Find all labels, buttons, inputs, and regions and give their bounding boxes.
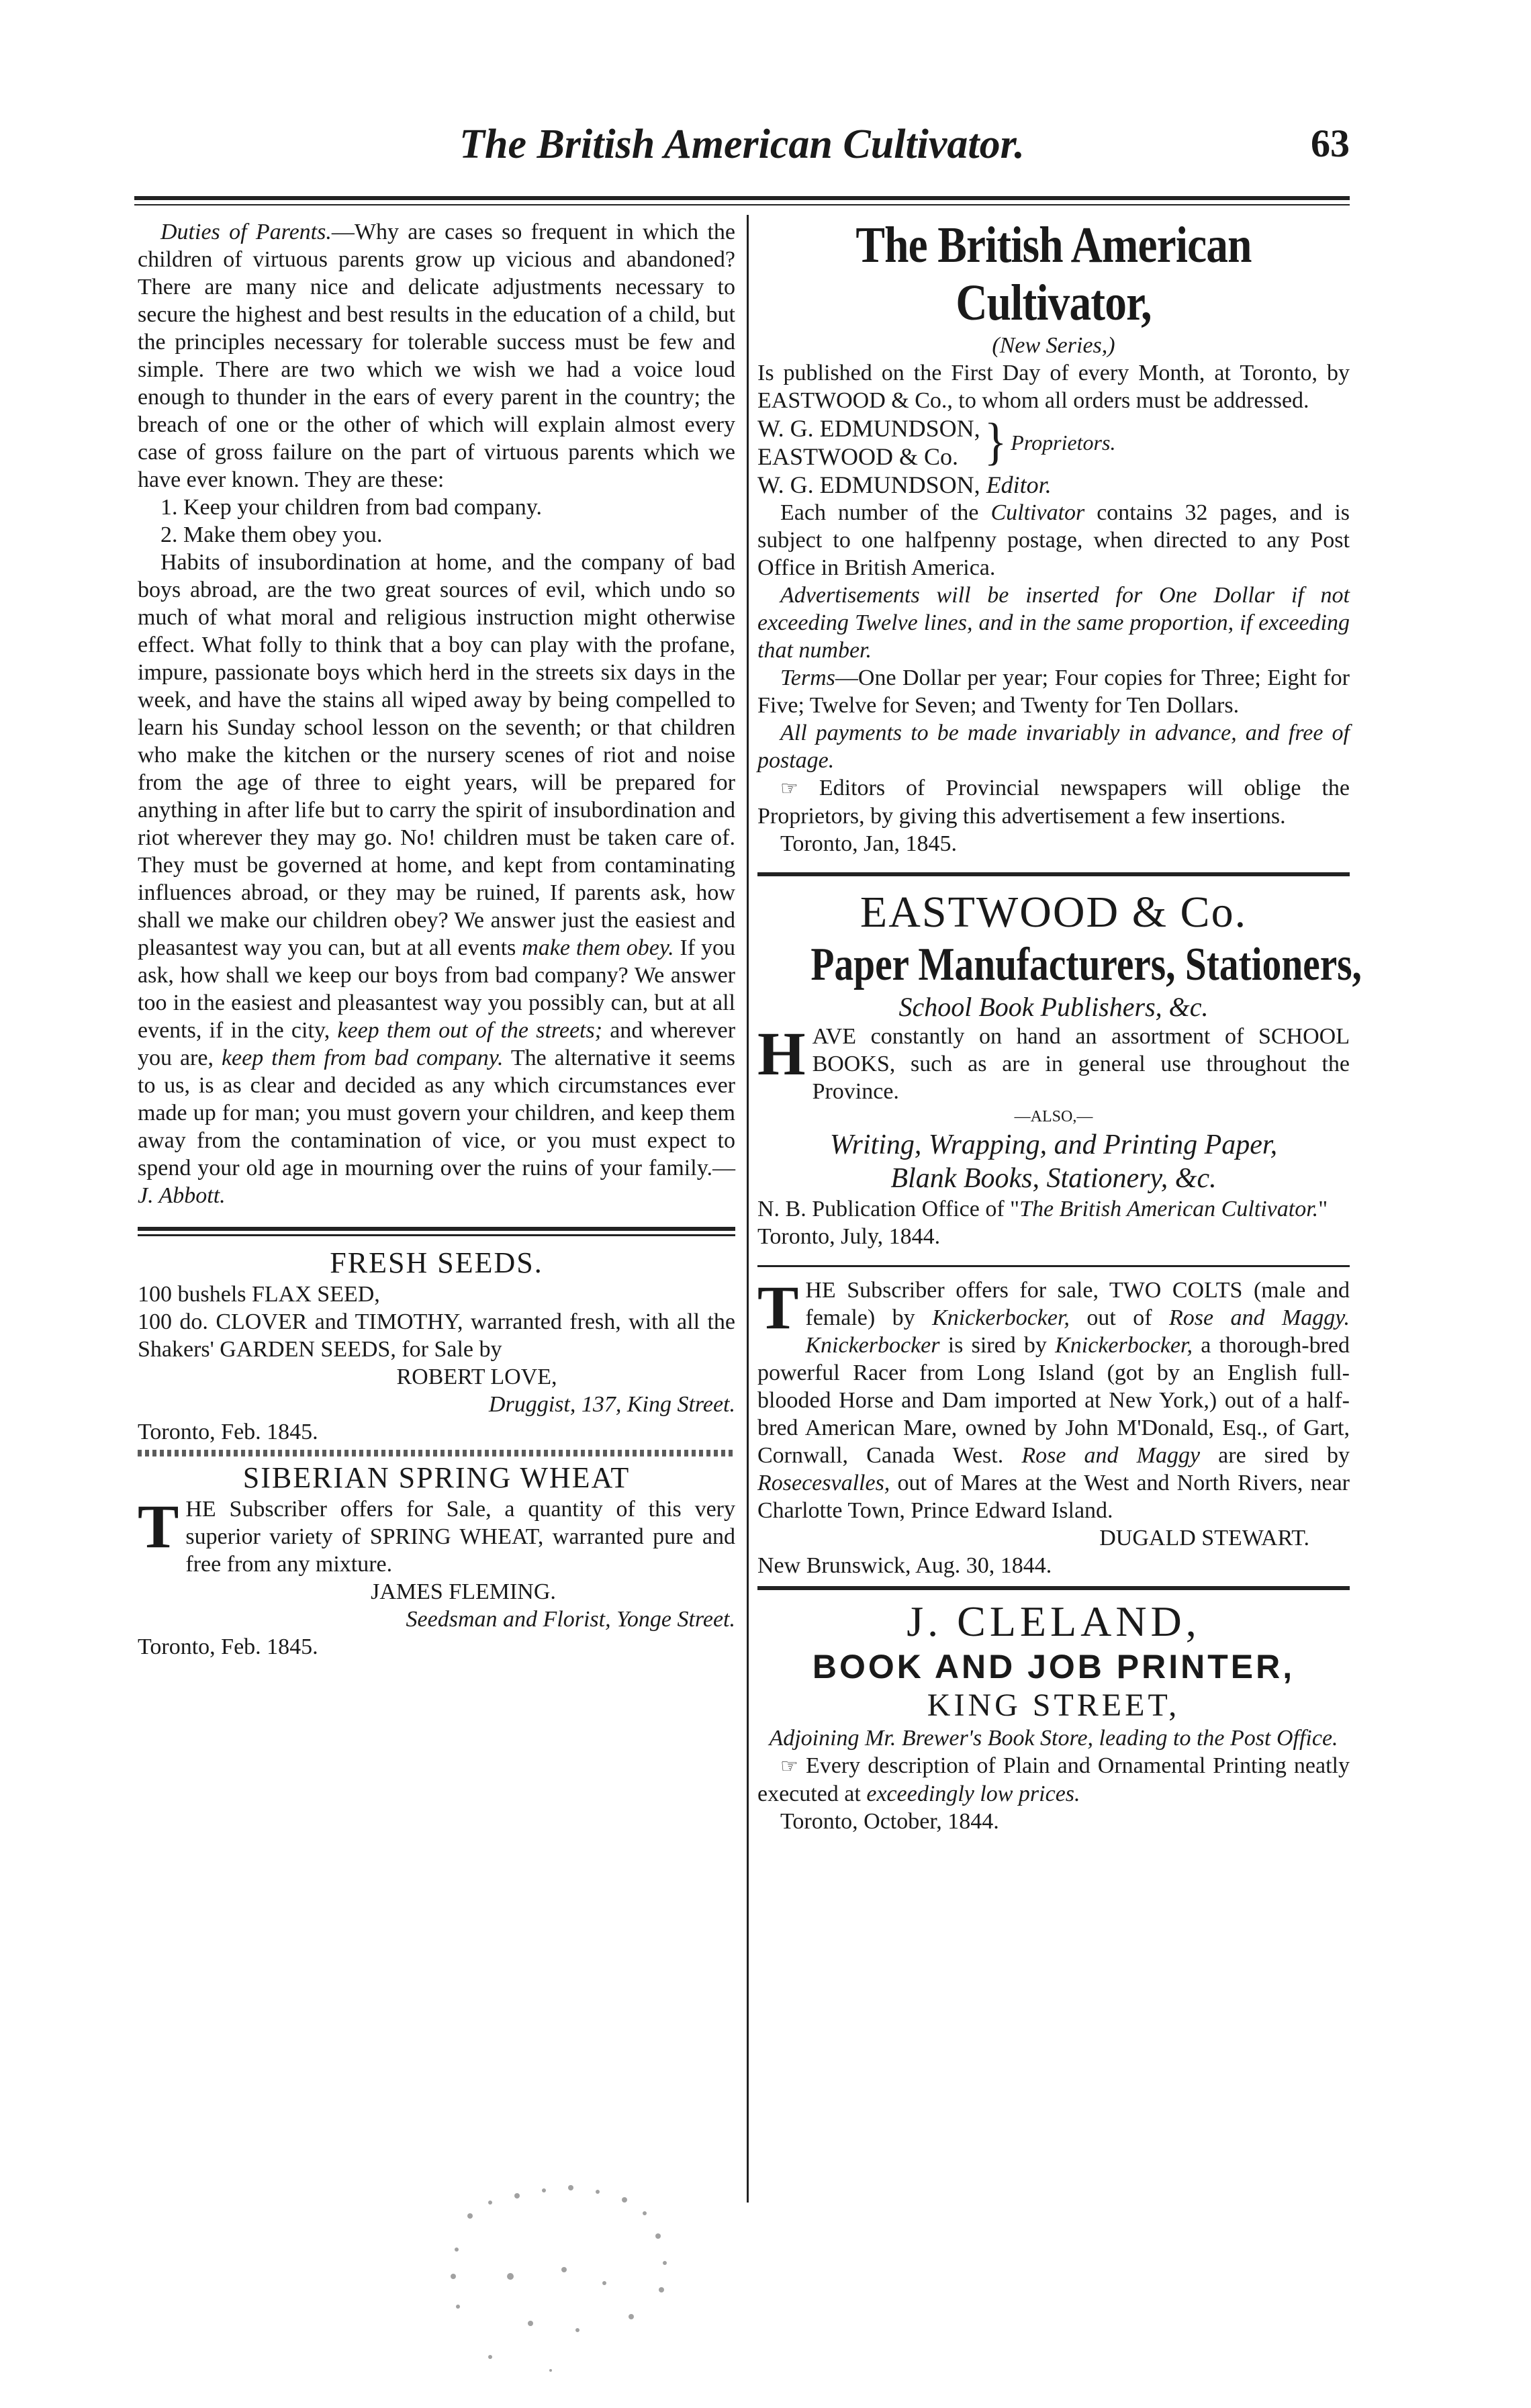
editor-line: W. G. EDMUNDSON, Editor.	[757, 471, 1052, 498]
cultivator-terms: Terms—One Dollar per year; Four copies for Three; Eight for Five; Twelve for Seven; and Twenty for Ten Dollars.	[757, 665, 1350, 718]
spring-wheat-heading: SIBERIAN SPRING WHEAT	[242, 1461, 631, 1494]
colts-ad	[757, 1273, 1350, 1579]
cultivator-payments: All payments to be made invariably in advance, and free of postage.	[757, 721, 1350, 773]
eastwood-goods-1: Writing, Wrapping, and Printing Paper,	[829, 1129, 1278, 1160]
eastwood-name: EASTWOOD & Co.	[860, 888, 1248, 937]
cleland-location: Adjoining Mr. Brewer's Book Store, leading to the Post Office.	[769, 1726, 1338, 1751]
cultivator-pages: Each number of the Cultivator contains 32 pages, and is subject to one halfpenny postage, when directed to any Post Office in British America.	[757, 500, 1350, 580]
running-title: The British American Cultivator.	[459, 122, 1025, 167]
drop-cap: H	[757, 1019, 806, 1088]
spring-wheat-date: Toronto, Feb. 1845.	[138, 1634, 318, 1659]
page-number: 63	[1311, 122, 1350, 165]
cultivator-editors-note: ☞ Editors of Provincial newspapers will oblige the Proprietors, by giving this advertisement a few insertions.	[757, 776, 1350, 829]
fresh-seeds-role: Druggist, 137, King Street.	[488, 1392, 735, 1417]
fresh-seeds-heading: FRESH SEEDS.	[330, 1246, 543, 1279]
brace-glyph: }	[984, 414, 1007, 471]
proprietor-1: W. G. EDMUNDSON,	[757, 415, 980, 442]
spring-wheat-seller: JAMES FLEMING.	[371, 1579, 556, 1604]
duties-intro: Duties of Parents.—Why are cases so frequent in which the children of virtuous parents grow up vicious and abandoned? There are many nice and delicate adjustments necessary to secure the highest and best results in the education of a child, but the principles necessary for tolerable success must be few and simple. There are two which we wish we had a voice loud enough to thunder in the ears of every parent in the country; the breach of one or the other of which will explain almost every case of gross failure on the part of virtuous parents which we have ever known. They are these:	[138, 220, 735, 492]
fresh-seeds-line-2: 100 do. CLOVER and TIMOTHY, warranted fresh, with all the Shakers' GARDEN SEEDS, for Sale by	[138, 1309, 735, 1362]
fresh-seeds-seller: ROBERT LOVE,	[396, 1364, 557, 1389]
library-stamp	[430, 2176, 725, 2391]
cleland-ad	[757, 1597, 1350, 1835]
colts-date: New Brunswick, Aug. 30, 1844.	[757, 1553, 1052, 1578]
eastwood-text: HAVE constantly on hand an assortment of SCHOOL BOOKS, such as are in general use throughout the Province.	[757, 1019, 1350, 1104]
cleland-name: J. CLELAND,	[907, 1597, 1201, 1645]
fresh-seeds-line-1: 100 bushels FLAX SEED,	[138, 1282, 380, 1307]
drop-cap: T	[757, 1273, 799, 1342]
eastwood-also: —ALSO,—	[1014, 1108, 1093, 1125]
cleland-date: Toronto, October, 1844.	[780, 1809, 999, 1834]
eastwood-nb: N. B. Publication Office of "The British American Cultivator."	[757, 1197, 1328, 1221]
colts-seller: DUGALD STEWART.	[1099, 1526, 1309, 1550]
cultivator-intro: Is published on the First Day of every Month, at Toronto, by EASTWOOD & Co., to whom all orders must be addressed.	[757, 361, 1350, 413]
spring-wheat-text: THE Subscriber offers for Sale, a quantity of this very superior variety of SPRING WHEAT, warranted pure and free from any mixture.	[138, 1492, 735, 1577]
eastwood-date: Toronto, July, 1844.	[757, 1224, 941, 1249]
pointing-hand-icon: ☞	[780, 1755, 798, 1777]
cultivator-series: (New Series,)	[992, 333, 1115, 358]
spring-wheat-role: Seedsman and Florist, Yonge Street.	[406, 1607, 735, 1632]
duties-body: Habits of insubordination at home, and the company of bad boys abroad, are the two great sources of evil, which undo so much of what moral and religious instruction might otherwise effect. What folly to think that a boy can play with the profane, impure, passionate boys which herd in the streets six days in the week, and have the stains all wiped away by being compelled to learn his Sunday school lesson on the seventh; or that children who make the kitchen or the nursery scenes of riot and noise from the age of three to eight years, will be prepared for anything in after life but to carry the spirit of insubordination and riot wherever they may go. No! children must be taken care of. They must be governed at home, and kept from contaminating influences abroad, or they may be ruined, If parents ask, how shall we make our children obey? We answer just the easiest and pleasantest way you can, but at all events make them obey. If you ask, how shall we keep our boys from bad company? We answer too in the easiest and pleasantest way you possibly can, but at all events, if in the city, keep them out of the streets; and wherever you are, keep them from bad company. The alternative it seems to us, is as clear and decided as any which circumstances ever made up for man; you must govern your children, and keep them away from the contamination of vice, or you must expect to spend your old age in mourning over the ruins of your family.—J. Abbott.	[138, 550, 736, 1208]
running-head	[134, 121, 1350, 181]
proprietors-label: Proprietors.	[1011, 430, 1116, 455]
proprietors-block	[757, 414, 1350, 471]
header-rule	[134, 196, 1350, 200]
left-column	[138, 218, 735, 1661]
eastwood-trade: Paper Manufacturers, Stationers,	[810, 939, 1362, 990]
fresh-seeds-ad	[138, 1246, 735, 1446]
eastwood-ad	[757, 887, 1362, 1250]
cultivator-title: The British American Cultivator,	[855, 217, 1252, 331]
cleland-street: KING STREET,	[927, 1687, 1180, 1723]
proprietor-2: EASTWOOD & Co.	[757, 443, 958, 470]
header-rule-thin	[134, 204, 1350, 205]
cultivator-date: Toronto, Jan, 1845.	[780, 831, 957, 856]
fresh-seeds-date: Toronto, Feb. 1845.	[138, 1420, 318, 1444]
column-divider	[747, 215, 749, 2203]
colts-text: THE Subscriber offers for sale, TWO COLTS (male and female) by Knickerbocker, out of Rose and Maggy. Knickerbocker is sired by Knickerbocker, a thorough-bred powerful Racer from Long Island (got by an English full-blooded Horse and Dam imported at New York,) out of a half-bred American Mare, owned by John M'Donald, Esq., of Gart, Cornwall, Canada West. Rose and Maggy are sired by Rosecesvalles, out of Mares at the West and North Rivers, near Charlotte Town, Prince Edward Island.	[757, 1273, 1350, 1523]
cultivator-adverts: Advertisements will be inserted for One Dollar if not exceeding Twelve lines, and in the same proportion, if exceeding that number.	[757, 583, 1350, 663]
pointing-hand-icon: ☞	[780, 778, 798, 800]
duties-rule-2: 2. Make them obey you.	[160, 522, 383, 547]
duties-rule-1: 1. Keep your children from bad company.	[160, 495, 543, 520]
spring-wheat-ad	[138, 1461, 735, 1661]
eastwood-sub: School Book Publishers, &c.	[898, 992, 1209, 1022]
cleland-text: ☞ Every description of Plain and Ornamental Printing neatly executed at exceedingly low prices.	[757, 1753, 1350, 1806]
cleland-trade: BOOK AND JOB PRINTER,	[812, 1648, 1295, 1685]
duties-article	[138, 218, 735, 1209]
eastwood-goods-2: Blank Books, Stationery, &c.	[890, 1163, 1217, 1194]
right-column	[757, 216, 1362, 1835]
drop-cap: T	[138, 1492, 179, 1561]
wavy-divider	[138, 1450, 735, 1456]
cultivator-notice	[757, 216, 1350, 858]
